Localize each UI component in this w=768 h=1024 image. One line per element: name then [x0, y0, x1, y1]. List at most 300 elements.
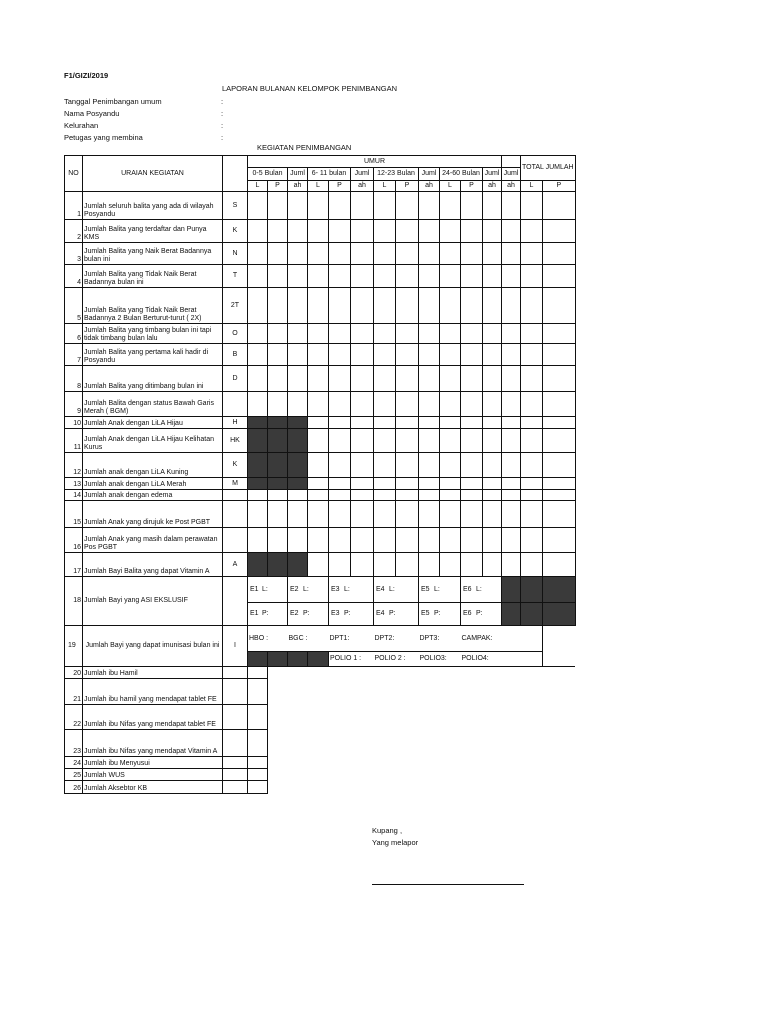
- entry-cell[interactable]: [502, 478, 521, 490]
- entry-cell[interactable]: [543, 366, 576, 392]
- imunisasi-field[interactable]: BGC :: [288, 626, 329, 652]
- entry-cell[interactable]: [440, 528, 461, 553]
- entry-cell[interactable]: [543, 478, 576, 490]
- entry-cell[interactable]: [521, 192, 543, 220]
- asi-entry[interactable]: [374, 603, 419, 626]
- imunisasi-field[interactable]: POLIO4:: [461, 652, 543, 667]
- entry-cell[interactable]: [351, 265, 374, 288]
- entry-cell[interactable]: [483, 366, 502, 392]
- entry-cell[interactable]: [374, 553, 396, 577]
- entry-cell[interactable]: [329, 243, 351, 265]
- entry-cell[interactable]: [268, 501, 288, 528]
- entry-cell[interactable]: [502, 265, 521, 288]
- asi-entry[interactable]: [374, 577, 419, 603]
- entry-cell[interactable]: [419, 192, 440, 220]
- asi-entry[interactable]: [461, 603, 502, 626]
- entry-cell[interactable]: [248, 288, 268, 324]
- entry-cell[interactable]: [521, 243, 543, 265]
- entry-cell[interactable]: [288, 288, 308, 324]
- imunisasi-field[interactable]: POLIO 1 :: [329, 652, 374, 667]
- entry-cell[interactable]: [288, 366, 308, 392]
- entry-cell[interactable]: [502, 366, 521, 392]
- entry-cell[interactable]: [543, 192, 576, 220]
- entry-cell[interactable]: [419, 490, 440, 501]
- entry-cell[interactable]: [351, 429, 374, 453]
- entry-cell[interactable]: [483, 429, 502, 453]
- entry-cell[interactable]: [329, 553, 351, 577]
- entry-cell[interactable]: [351, 288, 374, 324]
- entry-cell[interactable]: [521, 429, 543, 453]
- row-code: S: [223, 192, 248, 220]
- entry-cell[interactable]: [521, 324, 543, 344]
- entry-cell[interactable]: [483, 265, 502, 288]
- entry-cell[interactable]: [419, 528, 440, 553]
- entry-cell[interactable]: [521, 344, 543, 366]
- entry-cell[interactable]: [374, 417, 396, 429]
- asi-entry[interactable]: [329, 577, 374, 603]
- entry-cell[interactable]: [543, 501, 576, 528]
- entry-cell[interactable]: [288, 220, 308, 243]
- entry-cell[interactable]: [288, 490, 308, 501]
- entry-cell[interactable]: [483, 553, 502, 577]
- entry-cell[interactable]: [521, 265, 543, 288]
- entry-cell[interactable]: [248, 392, 268, 417]
- entry-cell[interactable]: [419, 478, 440, 490]
- entry-cell[interactable]: [461, 243, 483, 265]
- asi-gender-label: L:: [476, 585, 482, 593]
- entry-cell[interactable]: [419, 366, 440, 392]
- entry-cell[interactable]: [521, 417, 543, 429]
- entry-cell[interactable]: [502, 490, 521, 501]
- entry-cell[interactable]: [461, 501, 483, 528]
- entry-cell[interactable]: [351, 366, 374, 392]
- imunisasi-field[interactable]: DPT3:: [419, 626, 461, 652]
- entry-cell[interactable]: [483, 220, 502, 243]
- entry-cell[interactable]: [543, 243, 576, 265]
- entry-cell[interactable]: [374, 243, 396, 265]
- entry-cell[interactable]: [396, 478, 419, 490]
- entry-cell[interactable]: [308, 501, 329, 528]
- entry-cell[interactable]: [396, 366, 419, 392]
- entry-cell[interactable]: [329, 265, 351, 288]
- entry-cell[interactable]: [502, 220, 521, 243]
- shaded-cell: [288, 417, 308, 429]
- entry-cell[interactable]: [308, 220, 329, 243]
- entry-cell[interactable]: [268, 265, 288, 288]
- entry-cell[interactable]: [461, 553, 483, 577]
- entry-cell[interactable]: [440, 288, 461, 324]
- entry-cell[interactable]: [374, 366, 396, 392]
- entry-cell[interactable]: [461, 220, 483, 243]
- entry-cell[interactable]: [543, 417, 576, 429]
- entry-cell[interactable]: [543, 324, 576, 344]
- entry-cell[interactable]: [419, 265, 440, 288]
- entry-cell[interactable]: [288, 265, 308, 288]
- entry-cell[interactable]: [329, 220, 351, 243]
- entry-cell[interactable]: [329, 392, 351, 417]
- entry-cell[interactable]: [351, 324, 374, 344]
- entry-cell[interactable]: [419, 288, 440, 324]
- entry-cell[interactable]: [308, 288, 329, 324]
- entry-cell[interactable]: [288, 243, 308, 265]
- asi-entry[interactable]: [419, 577, 461, 603]
- entry-cell[interactable]: [374, 192, 396, 220]
- table-row: [65, 324, 576, 344]
- entry-cell[interactable]: [288, 192, 308, 220]
- entry-cell[interactable]: [543, 453, 576, 478]
- entry-cell[interactable]: [440, 429, 461, 453]
- asi-code: E6: [463, 610, 472, 617]
- entry-cell[interactable]: [374, 528, 396, 553]
- entry-cell[interactable]: [419, 243, 440, 265]
- entry-cell[interactable]: [248, 366, 268, 392]
- entry-cell[interactable]: [396, 243, 419, 265]
- entry-cell[interactable]: [543, 220, 576, 243]
- entry-cell[interactable]: [268, 366, 288, 392]
- entry-cell[interactable]: [308, 553, 329, 577]
- entry-cell[interactable]: [521, 392, 543, 417]
- entry-cell[interactable]: [502, 344, 521, 366]
- entry-cell[interactable]: [223, 769, 248, 781]
- entry-cell[interactable]: [329, 429, 351, 453]
- entry-cell[interactable]: [396, 265, 419, 288]
- entry-cell[interactable]: [248, 679, 268, 705]
- entry-cell[interactable]: [396, 324, 419, 344]
- entry-cell[interactable]: [374, 392, 396, 417]
- entry-cell[interactable]: [461, 490, 483, 501]
- entry-cell[interactable]: [461, 265, 483, 288]
- entry-cell[interactable]: [374, 490, 396, 501]
- imunisasi-field[interactable]: DPT2:: [374, 626, 419, 652]
- entry-cell[interactable]: [351, 501, 374, 528]
- entry-cell[interactable]: [461, 392, 483, 417]
- entry-cell[interactable]: [502, 453, 521, 478]
- entry-cell[interactable]: [419, 392, 440, 417]
- entry-cell[interactable]: [440, 243, 461, 265]
- entry-cell[interactable]: [502, 324, 521, 344]
- entry-cell[interactable]: [440, 392, 461, 417]
- entry-cell[interactable]: [374, 429, 396, 453]
- entry-cell[interactable]: [461, 192, 483, 220]
- entry-cell[interactable]: [440, 192, 461, 220]
- entry-cell[interactable]: [483, 501, 502, 528]
- entry-cell[interactable]: [374, 324, 396, 344]
- entry-cell[interactable]: [419, 324, 440, 344]
- entry-cell[interactable]: [419, 344, 440, 366]
- entry-cell[interactable]: [351, 344, 374, 366]
- entry-cell[interactable]: [223, 757, 248, 769]
- entry-cell[interactable]: [223, 679, 248, 705]
- entry-cell[interactable]: [521, 220, 543, 243]
- entry-cell[interactable]: [329, 192, 351, 220]
- entry-cell[interactable]: [351, 417, 374, 429]
- entry-cell[interactable]: [502, 501, 521, 528]
- entry-cell[interactable]: [419, 553, 440, 577]
- asi-entry[interactable]: [329, 603, 374, 626]
- entry-cell[interactable]: [483, 478, 502, 490]
- header-l: L: [521, 181, 543, 192]
- entry-cell[interactable]: [483, 243, 502, 265]
- entry-cell[interactable]: [248, 243, 268, 265]
- entry-cell[interactable]: [248, 769, 268, 781]
- row-number: 16: [65, 528, 83, 553]
- entry-cell[interactable]: [440, 366, 461, 392]
- shaded-cell: [248, 453, 268, 478]
- entry-cell[interactable]: [543, 528, 576, 553]
- entry-cell[interactable]: [308, 344, 329, 366]
- entry-cell[interactable]: [223, 705, 248, 730]
- entry-cell[interactable]: [521, 553, 543, 577]
- entry-cell[interactable]: [396, 392, 419, 417]
- entry-cell[interactable]: [521, 366, 543, 392]
- entry-cell[interactable]: [440, 344, 461, 366]
- entry-cell[interactable]: [288, 501, 308, 528]
- entry-cell[interactable]: [461, 453, 483, 478]
- entry-cell[interactable]: [268, 288, 288, 324]
- entry-cell[interactable]: [308, 243, 329, 265]
- entry-cell[interactable]: [396, 220, 419, 243]
- shaded-cell: [521, 603, 543, 626]
- entry-cell[interactable]: [396, 453, 419, 478]
- entry-cell[interactable]: [308, 392, 329, 417]
- entry-cell[interactable]: [461, 478, 483, 490]
- entry-cell[interactable]: [288, 344, 308, 366]
- table-row: [65, 667, 576, 679]
- entry-cell[interactable]: [308, 192, 329, 220]
- row-number: 12: [65, 453, 83, 478]
- entry-cell[interactable]: [308, 478, 329, 490]
- entry-cell[interactable]: [440, 324, 461, 344]
- entry-cell[interactable]: [248, 757, 268, 769]
- entry-cell[interactable]: [440, 417, 461, 429]
- entry-cell[interactable]: [396, 528, 419, 553]
- entry-cell[interactable]: [329, 501, 351, 528]
- entry-cell[interactable]: [308, 528, 329, 553]
- entry-cell[interactable]: [351, 478, 374, 490]
- entry-cell[interactable]: [351, 453, 374, 478]
- entry-cell[interactable]: [396, 429, 419, 453]
- meta-label-kelurahan: Kelurahan: [64, 121, 99, 130]
- entry-cell[interactable]: [419, 453, 440, 478]
- entry-cell[interactable]: [329, 528, 351, 553]
- entry-cell[interactable]: [288, 528, 308, 553]
- entry-cell[interactable]: [248, 667, 268, 679]
- entry-cell[interactable]: [268, 344, 288, 366]
- asi-entry[interactable]: [248, 603, 288, 626]
- shaded-cell: [268, 429, 288, 453]
- imunisasi-field[interactable]: DPT1:: [329, 626, 374, 652]
- entry-cell[interactable]: [308, 324, 329, 344]
- entry-cell[interactable]: [248, 265, 268, 288]
- entry-cell[interactable]: [223, 730, 248, 757]
- entry-cell[interactable]: [329, 478, 351, 490]
- entry-cell[interactable]: [308, 453, 329, 478]
- entry-cell[interactable]: [440, 220, 461, 243]
- imunisasi-field[interactable]: HBO :: [248, 626, 288, 652]
- entry-cell[interactable]: [329, 344, 351, 366]
- asi-entry[interactable]: [288, 577, 329, 603]
- entry-cell[interactable]: [396, 490, 419, 501]
- asi-entry[interactable]: [461, 577, 502, 603]
- entry-cell[interactable]: [374, 265, 396, 288]
- asi-code: E5: [421, 585, 430, 593]
- entry-cell[interactable]: [351, 553, 374, 577]
- entry-cell[interactable]: [502, 243, 521, 265]
- asi-entry[interactable]: [288, 603, 329, 626]
- entry-cell[interactable]: [461, 344, 483, 366]
- entry-cell[interactable]: [461, 324, 483, 344]
- entry-cell[interactable]: [502, 192, 521, 220]
- entry-cell[interactable]: [461, 366, 483, 392]
- entry-cell[interactable]: [223, 781, 248, 794]
- entry-cell[interactable]: [521, 528, 543, 553]
- entry-cell[interactable]: [419, 501, 440, 528]
- entry-cell[interactable]: [502, 417, 521, 429]
- entry-cell[interactable]: [543, 553, 576, 577]
- entry-cell[interactable]: [502, 553, 521, 577]
- entry-cell[interactable]: [248, 501, 268, 528]
- entry-cell[interactable]: [308, 417, 329, 429]
- entry-cell[interactable]: [440, 553, 461, 577]
- entry-cell[interactable]: [351, 392, 374, 417]
- entry-cell[interactable]: [268, 490, 288, 501]
- entry-cell[interactable]: [543, 490, 576, 501]
- asi-entry[interactable]: [419, 603, 461, 626]
- entry-cell[interactable]: [483, 392, 502, 417]
- entry-cell[interactable]: [248, 781, 268, 794]
- entry-cell[interactable]: [483, 528, 502, 553]
- entry-cell[interactable]: [288, 392, 308, 417]
- entry-cell[interactable]: [419, 417, 440, 429]
- entry-cell[interactable]: [268, 392, 288, 417]
- entry-cell[interactable]: [502, 288, 521, 324]
- entry-cell[interactable]: [396, 501, 419, 528]
- entry-cell[interactable]: [248, 528, 268, 553]
- entry-cell[interactable]: [374, 344, 396, 366]
- entry-cell[interactable]: [268, 220, 288, 243]
- entry-cell[interactable]: [396, 344, 419, 366]
- entry-cell[interactable]: [268, 192, 288, 220]
- entry-cell[interactable]: [308, 490, 329, 501]
- entry-cell[interactable]: [329, 417, 351, 429]
- entry-cell[interactable]: [248, 730, 268, 757]
- entry-cell[interactable]: [351, 528, 374, 553]
- entry-cell[interactable]: [268, 243, 288, 265]
- entry-cell[interactable]: [419, 429, 440, 453]
- entry-cell[interactable]: [543, 344, 576, 366]
- entry-cell[interactable]: [374, 478, 396, 490]
- entry-cell[interactable]: [396, 417, 419, 429]
- entry-cell[interactable]: [440, 265, 461, 288]
- asi-code: E5: [421, 610, 430, 617]
- entry-cell[interactable]: [483, 417, 502, 429]
- entry-cell[interactable]: [502, 392, 521, 417]
- entry-cell[interactable]: [374, 453, 396, 478]
- entry-cell[interactable]: [329, 324, 351, 344]
- entry-cell[interactable]: [461, 417, 483, 429]
- entry-cell[interactable]: [521, 453, 543, 478]
- entry-cell[interactable]: [419, 220, 440, 243]
- entry-cell[interactable]: [248, 192, 268, 220]
- table-row: [65, 781, 576, 794]
- entry-cell[interactable]: [268, 528, 288, 553]
- empty-area: [268, 730, 576, 757]
- entry-cell[interactable]: [483, 453, 502, 478]
- imunisasi-field[interactable]: POLIO 2 :: [374, 652, 419, 667]
- entry-cell[interactable]: [396, 288, 419, 324]
- entry-cell[interactable]: [483, 344, 502, 366]
- entry-cell[interactable]: [308, 366, 329, 392]
- entry-cell[interactable]: [440, 501, 461, 528]
- entry-cell[interactable]: [223, 667, 248, 679]
- entry-cell[interactable]: [483, 324, 502, 344]
- entry-cell[interactable]: [440, 490, 461, 501]
- entry-cell[interactable]: [374, 220, 396, 243]
- entry-cell[interactable]: [483, 288, 502, 324]
- imunisasi-field[interactable]: CAMPAK:: [461, 626, 543, 652]
- entry-cell[interactable]: [248, 705, 268, 730]
- entry-cell[interactable]: [351, 243, 374, 265]
- entry-cell[interactable]: [483, 192, 502, 220]
- entry-cell[interactable]: [248, 220, 268, 243]
- entry-cell[interactable]: [461, 429, 483, 453]
- imunisasi-field[interactable]: POLIO3:: [419, 652, 461, 667]
- entry-cell[interactable]: [374, 501, 396, 528]
- entry-cell[interactable]: [502, 528, 521, 553]
- entry-cell[interactable]: [329, 490, 351, 501]
- entry-cell[interactable]: [248, 324, 268, 344]
- row-number: 23: [65, 730, 83, 757]
- entry-cell[interactable]: [268, 324, 288, 344]
- entry-cell[interactable]: [440, 478, 461, 490]
- entry-cell[interactable]: [288, 324, 308, 344]
- entry-cell[interactable]: [329, 288, 351, 324]
- entry-cell[interactable]: [374, 288, 396, 324]
- entry-cell[interactable]: [502, 429, 521, 453]
- entry-cell[interactable]: [329, 366, 351, 392]
- entry-cell[interactable]: [543, 288, 576, 324]
- entry-cell[interactable]: [521, 490, 543, 501]
- table-row: [65, 679, 576, 705]
- entry-cell[interactable]: [521, 288, 543, 324]
- entry-cell[interactable]: [396, 553, 419, 577]
- report-table: [64, 155, 576, 794]
- entry-cell[interactable]: [440, 453, 461, 478]
- entry-cell[interactable]: [308, 265, 329, 288]
- entry-cell[interactable]: [396, 192, 419, 220]
- entry-cell[interactable]: [308, 429, 329, 453]
- entry-cell[interactable]: [351, 192, 374, 220]
- header-jumlah-suffix: ah: [483, 181, 502, 192]
- header-l: L: [440, 181, 461, 192]
- asi-entry[interactable]: [248, 577, 288, 603]
- entry-cell[interactable]: [351, 490, 374, 501]
- entry-cell[interactable]: [351, 220, 374, 243]
- entry-cell[interactable]: [521, 501, 543, 528]
- entry-cell[interactable]: [248, 490, 268, 501]
- entry-cell[interactable]: [543, 265, 576, 288]
- entry-cell[interactable]: [483, 490, 502, 501]
- entry-cell[interactable]: [543, 429, 576, 453]
- entry-cell[interactable]: [461, 288, 483, 324]
- header-jumlah: Juml: [288, 168, 308, 181]
- entry-cell[interactable]: [521, 478, 543, 490]
- shaded-cell: [268, 478, 288, 490]
- entry-cell[interactable]: [461, 528, 483, 553]
- entry-cell[interactable]: [329, 453, 351, 478]
- entry-cell[interactable]: [543, 392, 576, 417]
- entry-cell[interactable]: [248, 344, 268, 366]
